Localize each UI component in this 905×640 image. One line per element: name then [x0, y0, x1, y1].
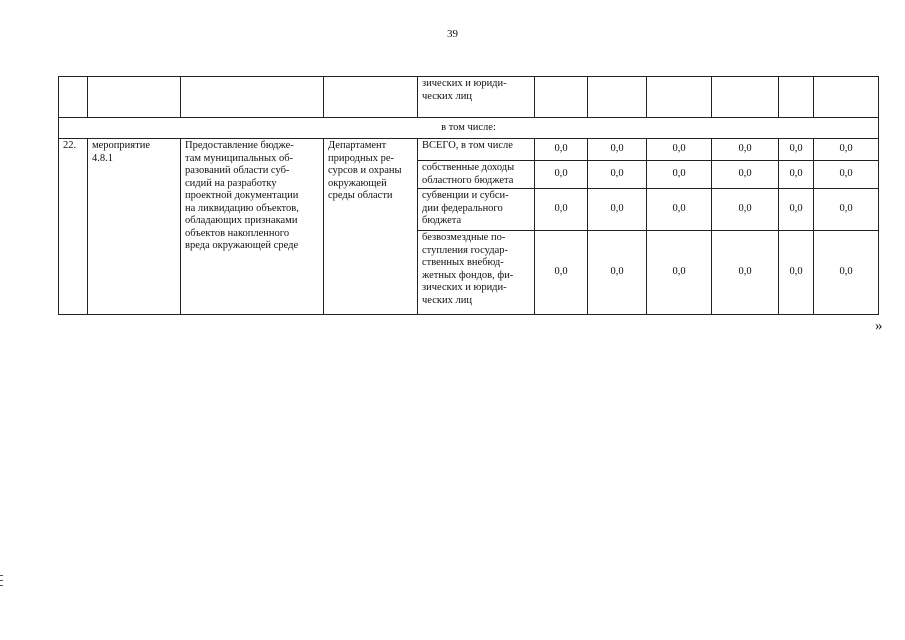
value: 0,0 — [554, 168, 568, 180]
value: 0,0 — [672, 143, 686, 155]
cell-value — [712, 161, 779, 189]
cell-value — [588, 189, 647, 231]
row-index: 22. — [63, 140, 77, 151]
cell-source — [418, 77, 535, 118]
cell-value — [535, 161, 588, 189]
value: 0,0 — [839, 143, 853, 155]
value: 0,0 — [610, 143, 624, 155]
cell-activity — [88, 139, 181, 315]
activity-label: мероприятие 4.8.1 — [92, 140, 150, 164]
cell-value — [647, 161, 712, 189]
cell-source — [418, 161, 535, 189]
cell-value — [779, 139, 814, 161]
value: 0,0 — [554, 203, 568, 215]
cell-index — [59, 139, 88, 315]
value: 0,0 — [672, 168, 686, 180]
value: 0,0 — [610, 203, 624, 215]
value: 0,0 — [672, 266, 686, 278]
cell-value — [814, 77, 879, 118]
continuation-row — [59, 77, 879, 118]
closing-quote-mark: » — [875, 318, 883, 334]
cell-value — [535, 189, 588, 231]
cell-value — [814, 139, 879, 161]
cell-value — [647, 189, 712, 231]
cell-source — [418, 231, 535, 315]
cell-source — [418, 189, 535, 231]
page-number: 39 — [447, 28, 458, 40]
cell-value — [535, 139, 588, 161]
subheader-text: в том числе: — [441, 121, 496, 133]
cell-value — [647, 77, 712, 118]
scan-margin-marks — [0, 575, 3, 590]
cell-value — [779, 231, 814, 315]
source-label: зических и юриди- ческих лиц — [422, 78, 507, 102]
value: 0,0 — [789, 143, 803, 155]
cell-value — [588, 231, 647, 315]
cell-value — [647, 139, 712, 161]
cell-value — [814, 231, 879, 315]
value: 0,0 — [789, 203, 803, 215]
value: 0,0 — [839, 266, 853, 278]
executor-name: Департамент природных ре- сурсов и охраны окружающей среды области — [328, 140, 402, 201]
cell-value — [535, 77, 588, 118]
cell-description — [181, 77, 324, 118]
source-label: безвозмездные по- ступления государ- ственных внебюд- жетных фондов, фи- зических и юриди- ческих лиц — [422, 232, 514, 306]
cell-value — [588, 139, 647, 161]
value: 0,0 — [738, 266, 752, 278]
value: 0,0 — [672, 203, 686, 215]
value: 0,0 — [789, 168, 803, 180]
cell-value — [814, 161, 879, 189]
subheader-cell — [59, 118, 879, 139]
cell-executor — [324, 139, 418, 315]
cell-value — [712, 139, 779, 161]
cell-value — [647, 231, 712, 315]
cell-value — [535, 231, 588, 315]
cell-value — [712, 231, 779, 315]
value: 0,0 — [610, 266, 624, 278]
source-label: ВСЕГО, в том числе — [422, 140, 513, 151]
value: 0,0 — [738, 203, 752, 215]
value: 0,0 — [554, 266, 568, 278]
source-label: субвенции и субси- дии федерального бюджета — [422, 190, 509, 226]
value: 0,0 — [738, 168, 752, 180]
value: 0,0 — [610, 168, 624, 180]
cell-source — [418, 139, 535, 161]
value: 0,0 — [789, 266, 803, 278]
cell-value — [588, 161, 647, 189]
cell-executor — [324, 77, 418, 118]
cell-value — [712, 189, 779, 231]
cell-value — [779, 161, 814, 189]
table-row — [59, 139, 879, 161]
cell-value — [712, 77, 779, 118]
subheader-row — [59, 118, 879, 139]
cell-description — [181, 139, 324, 315]
value: 0,0 — [738, 143, 752, 155]
cell-index — [59, 77, 88, 118]
budget-table — [58, 76, 879, 315]
cell-value — [779, 77, 814, 118]
cell-activity — [88, 77, 181, 118]
value: 0,0 — [839, 203, 853, 215]
source-label: собственные доходы областного бюджета — [422, 162, 515, 186]
cell-value — [779, 189, 814, 231]
value: 0,0 — [554, 143, 568, 155]
activity-description: Предоставление бюдже- там муниципальных об- разований области суб- сидий на разработку проектной документации на ликвидацию объектов, обладающих признаками объектов накопленного вреда окружающей среде — [185, 140, 299, 251]
cell-value — [588, 77, 647, 118]
cell-value — [814, 189, 879, 231]
value: 0,0 — [839, 168, 853, 180]
